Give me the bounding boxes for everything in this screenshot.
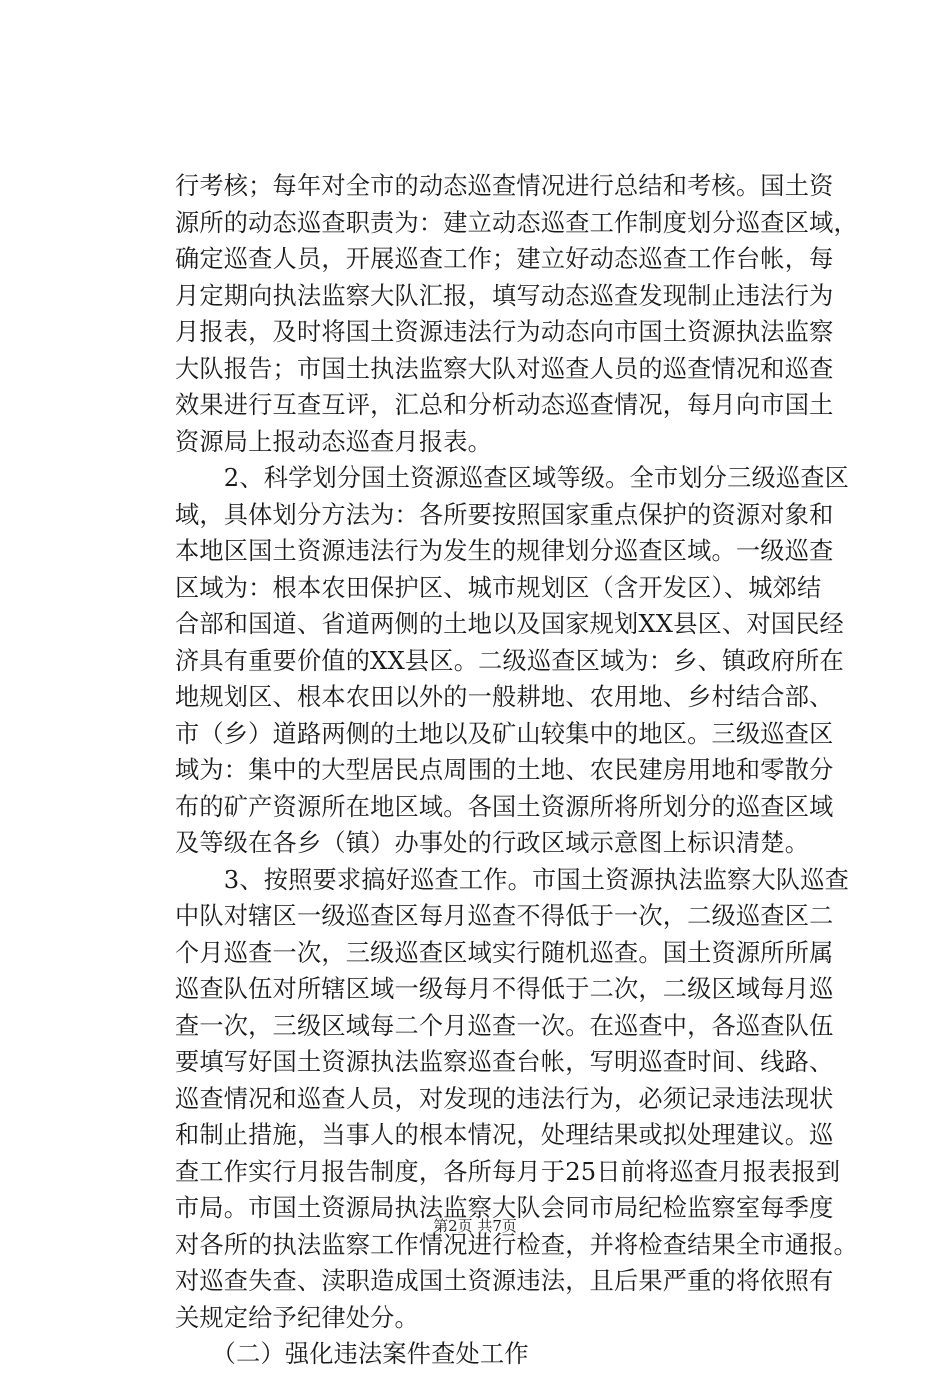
text-line: 查工作实行月报告制度，各所每月于25日前将巡查月报表报到 — [175, 1157, 841, 1186]
text-line: 月定期向执法监察大队汇报，填写动态巡查发现制止违法行为 — [175, 281, 834, 310]
text-line: 2、科学划分国土资源巡查区域等级。全市划分三级巡查区 — [175, 464, 850, 492]
text-line: 巡查情况和巡查人员，对发现的违法行为，必须记录违法现状 — [175, 1084, 834, 1113]
section-heading: （二）强化违法案件查处工作 — [175, 1340, 529, 1368]
text-line: 域，具体划分方法为：各所要按照国家重点保护的资源对象和 — [175, 500, 834, 529]
text-line: 巡查队伍对所辖区域一级每月不得低于二次，二级区域每月巡 — [175, 975, 834, 1003]
text-line: 市局。市国土资源局执法监察大队会同市局纪检监察室每季度 — [175, 1194, 834, 1222]
text-line: 域为：集中的大型居民点周围的土地、农民建房用地和零散分 — [175, 756, 834, 784]
text-line: 确定巡查人员，开展巡查工作；建立好动态巡查工作台帐，每 — [175, 245, 834, 273]
text-line: 月报表，及时将国土资源违法行为动态向市国土资源执法监察 — [175, 318, 834, 346]
text-line: 布的矿产资源所在地区域。各国土资源所将所划分的巡查区域 — [175, 792, 834, 821]
text-line: 大队报告；市国土执法监察大队对巡查人员的巡查情况和巡查 — [175, 354, 834, 383]
page-footer: 第2页 共7页 — [433, 1217, 517, 1235]
document-body — [175, 168, 858, 1373]
text-line: 本地区国土资源违法行为发生的规律划分巡查区域。一级巡查 — [175, 537, 834, 565]
text-line: 和制止措施，当事人的根本情况，处理结果或拟处理建议。巡 — [175, 1121, 834, 1149]
text-line: 查一次，三级区域每二个月巡查一次。在巡查中，各巡查队伍 — [175, 1011, 834, 1040]
text-line: 行考核；每年对全市的动态巡查情况进行总结和考核。国土资 — [175, 172, 834, 200]
text-line: 效果进行互查互评，汇总和分析动态巡查情况，每月向市国土 — [175, 391, 834, 419]
text-line: 对各所的执法监察工作情况进行检查，并将检查结果全市通报。 — [175, 1230, 858, 1259]
text-line: 3、按照要求搞好巡查工作。市国土资源执法监察大队巡查 — [175, 865, 850, 894]
text-line: 个月巡查一次，三级巡查区域实行随机巡查。国土资源所所属 — [175, 938, 834, 967]
text-line: 资源局上报动态巡查月报表。 — [175, 427, 493, 456]
text-line: 及等级在各乡（镇）办事处的行政区域示意图上标识清楚。 — [175, 829, 810, 857]
text-line: 中队对辖区一级巡查区每月巡查不得低于一次，二级巡查区二 — [175, 902, 834, 930]
text-line: 合部和国道、省道两侧的土地以及国家规划XX县区、对国民经 — [175, 610, 844, 638]
text-line: 济具有重要价值的XX县区。二级巡查区域为：乡、镇政府所在 — [175, 646, 844, 675]
text-line: 对巡查失查、渎职造成国土资源违法，且后果严重的将依照有 — [175, 1267, 834, 1295]
text-line: 关规定给予纪律处分。 — [175, 1303, 419, 1332]
text-line: 要填写好国土资源执法监察巡查台帐，写明巡查时间、线路、 — [175, 1048, 834, 1076]
text-line: 地规划区、根本农田以外的一般耕地、农用地、乡村结合部、 — [175, 683, 834, 711]
text-line: 源所的动态巡查职责为：建立动态巡查工作制度划分巡查区域， — [175, 208, 858, 237]
text-line: 区域为：根本农田保护区、城市规划区（含开发区）、城郊结 — [175, 573, 822, 602]
text-line: 市（乡）道路两侧的土地以及矿山较集中的地区。三级巡查区 — [175, 719, 834, 748]
